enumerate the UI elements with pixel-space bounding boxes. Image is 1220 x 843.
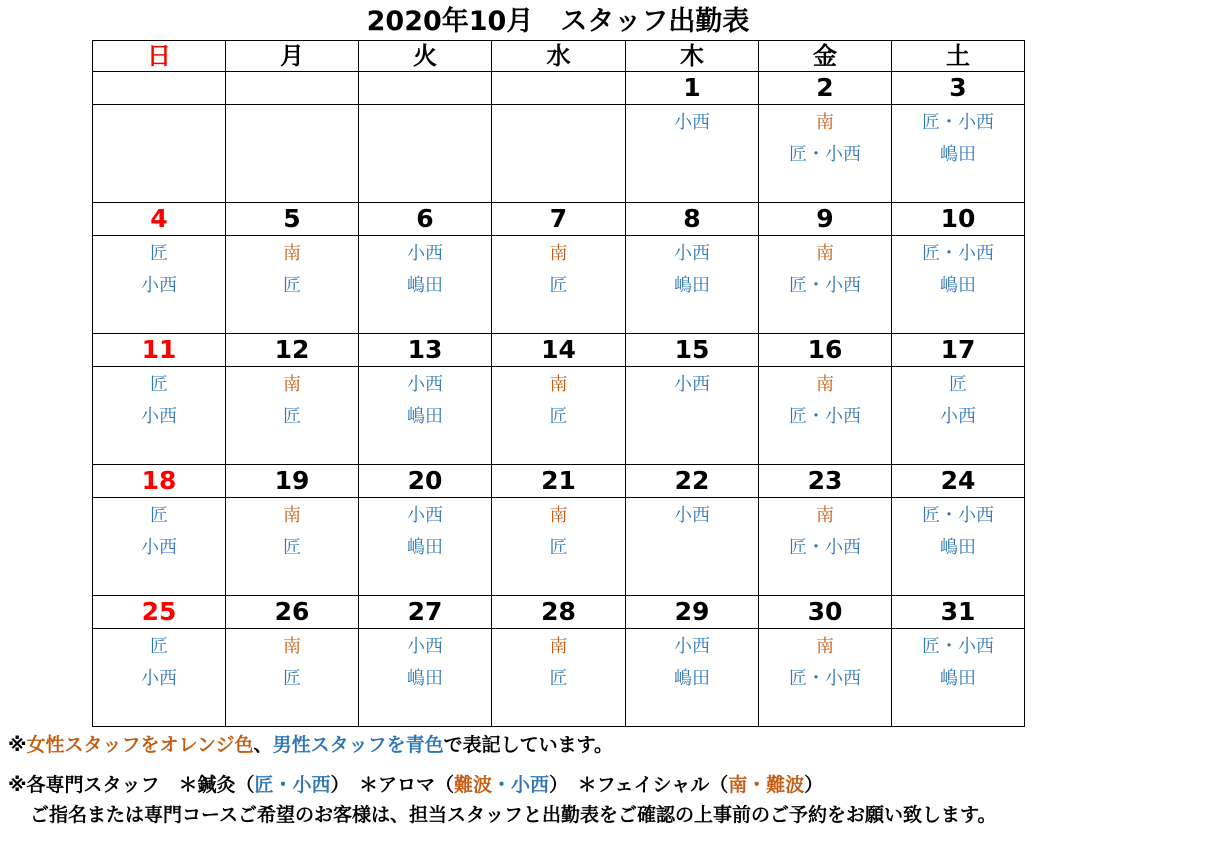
staff-cell <box>626 105 759 203</box>
date-row <box>93 334 1025 367</box>
date-cell: 3 <box>892 72 1025 105</box>
staff-name: 嶋田 <box>940 668 976 689</box>
staff-name: 南 <box>549 243 568 264</box>
notes <box>8 730 1213 830</box>
date-cell <box>359 72 492 105</box>
weekday-header: 土 <box>892 41 1025 72</box>
staff-cell <box>226 236 359 334</box>
male-color-label: 男性スタッフを青色 <box>272 734 444 756</box>
staff-cell <box>759 629 892 727</box>
staff-cell <box>359 629 492 727</box>
staff-cell <box>359 236 492 334</box>
date-cell: 2 <box>759 72 892 105</box>
female-color-label: 女性スタッフをオレンジ色 <box>26 734 254 756</box>
date-cell: 9 <box>759 203 892 236</box>
aroma-separator: ・ <box>492 774 512 796</box>
color-legend-note <box>8 730 1213 760</box>
date-cell: 23 <box>759 465 892 498</box>
staff-name: 小西 <box>674 636 710 657</box>
staff-name: 匠・小西 <box>922 505 994 526</box>
staff-cell <box>93 498 226 596</box>
staff-name: 匠・小西 <box>789 668 861 689</box>
date-cell: 1 <box>626 72 759 105</box>
staff-name: 南 <box>283 505 301 526</box>
staff-name: 匠 <box>549 406 568 427</box>
date-cell: 5 <box>226 203 359 236</box>
date-cell: 11 <box>93 334 226 367</box>
staff-name: 嶋田 <box>940 144 976 165</box>
staff-name: 匠・小西 <box>789 406 861 427</box>
staff-name: 南 <box>816 243 834 264</box>
date-cell: 25 <box>93 596 226 629</box>
staff-cell <box>93 236 226 334</box>
staff-name: 匠 <box>549 668 568 689</box>
staff-cell <box>892 236 1025 334</box>
date-cell: 7 <box>492 203 626 236</box>
date-cell: 22 <box>626 465 759 498</box>
note-separator: 、 <box>253 734 273 756</box>
schedule-title: 2020年10月 スタッフ出勤表 <box>366 6 750 37</box>
staff-row <box>93 367 1025 465</box>
staff-name: 嶋田 <box>407 668 443 689</box>
staff-name: 嶋田 <box>940 275 976 296</box>
staff-name: 南 <box>816 112 834 133</box>
date-cell: 17 <box>892 334 1025 367</box>
reservation-note: ご指名または専門コースご希望のお客様は、担当スタッフと出勤表をご確認の上事前のご予約をお願い致します。 <box>30 804 997 826</box>
weekday-header: 月 <box>226 41 359 72</box>
staff-cell <box>359 498 492 596</box>
staff-cell <box>93 629 226 727</box>
staff-cell <box>93 105 226 203</box>
aroma-female-staff: 難波 <box>454 774 493 796</box>
staff-name: 南 <box>549 505 568 526</box>
date-cell: 24 <box>892 465 1025 498</box>
staff-row <box>93 105 1025 203</box>
staff-name: 匠 <box>150 505 168 526</box>
weekday-header-row <box>93 41 1025 72</box>
weekday-header: 金 <box>759 41 892 72</box>
staff-name: 小西 <box>141 275 177 296</box>
date-cell: 29 <box>626 596 759 629</box>
staff-name: 南 <box>816 505 834 526</box>
staff-name: 南 <box>549 636 568 657</box>
staff-cell <box>359 105 492 203</box>
weekday-header: 日 <box>93 41 226 72</box>
staff-cell <box>93 367 226 465</box>
staff-name: 嶋田 <box>940 537 976 558</box>
staff-row <box>93 629 1025 727</box>
date-cell <box>226 72 359 105</box>
aroma-label: ） ＊アロマ（ <box>330 774 455 796</box>
date-cell: 4 <box>93 203 226 236</box>
date-cell: 28 <box>492 596 626 629</box>
date-row <box>93 72 1025 105</box>
date-row <box>93 203 1025 236</box>
specialist-prefix: ※各専門スタッフ ＊鍼灸（ <box>8 774 255 796</box>
staff-cell <box>226 629 359 727</box>
weekday-header: 水 <box>492 41 626 72</box>
staff-name: 小西 <box>141 537 177 558</box>
staff-name: 南 <box>816 636 834 657</box>
date-cell: 31 <box>892 596 1025 629</box>
staff-cell <box>492 105 626 203</box>
date-row <box>93 465 1025 498</box>
staff-name: 小西 <box>674 243 710 264</box>
staff-cell <box>759 105 892 203</box>
date-cell: 27 <box>359 596 492 629</box>
note-mark: ※ <box>8 734 27 756</box>
staff-name: 小西 <box>407 636 443 657</box>
date-cell: 16 <box>759 334 892 367</box>
date-row <box>93 596 1025 629</box>
staff-cell <box>626 498 759 596</box>
date-cell <box>492 72 626 105</box>
staff-name: 匠 <box>283 537 301 558</box>
staff-cell <box>759 498 892 596</box>
staff-cell <box>492 498 626 596</box>
staff-name: 嶋田 <box>674 275 710 296</box>
note-suffix: で表記しています。 <box>443 734 614 756</box>
staff-calendar <box>92 40 1025 727</box>
staff-name: 嶋田 <box>407 537 443 558</box>
staff-name: 匠・小西 <box>922 636 994 657</box>
staff-cell <box>226 498 359 596</box>
staff-name: 匠 <box>150 636 168 657</box>
date-cell: 13 <box>359 334 492 367</box>
staff-name: 匠・小西 <box>789 275 861 296</box>
date-cell: 15 <box>626 334 759 367</box>
staff-name: 匠 <box>283 275 301 296</box>
staff-name: 南 <box>283 636 301 657</box>
date-cell <box>93 72 226 105</box>
date-cell: 8 <box>626 203 759 236</box>
weekday-header: 火 <box>359 41 492 72</box>
facial-staff: 南・難波 <box>728 774 805 796</box>
staff-name: 匠・小西 <box>922 243 994 264</box>
staff-name: 小西 <box>674 505 710 526</box>
staff-name: 小西 <box>407 243 443 264</box>
staff-name: 匠 <box>150 374 168 395</box>
staff-name: 匠 <box>549 275 568 296</box>
staff-cell <box>892 105 1025 203</box>
date-cell: 18 <box>93 465 226 498</box>
acupuncture-staff: 匠・小西 <box>254 774 331 796</box>
staff-name: 匠 <box>949 374 967 395</box>
staff-name: 南 <box>283 243 301 264</box>
date-cell: 19 <box>226 465 359 498</box>
date-cell: 26 <box>226 596 359 629</box>
staff-name: 小西 <box>407 505 443 526</box>
staff-cell <box>626 367 759 465</box>
staff-cell <box>226 367 359 465</box>
date-cell: 6 <box>359 203 492 236</box>
date-cell: 20 <box>359 465 492 498</box>
staff-cell <box>492 367 626 465</box>
date-cell: 30 <box>759 596 892 629</box>
staff-name: 小西 <box>940 406 976 427</box>
staff-row <box>93 498 1025 596</box>
staff-cell <box>626 629 759 727</box>
calendar-body <box>93 41 1025 727</box>
staff-name: 匠 <box>283 668 301 689</box>
staff-name: 匠 <box>283 406 301 427</box>
staff-cell <box>892 629 1025 727</box>
staff-cell <box>892 498 1025 596</box>
weekday-header: 木 <box>626 41 759 72</box>
staff-cell <box>359 367 492 465</box>
staff-name: 匠・小西 <box>922 112 994 133</box>
date-cell: 10 <box>892 203 1025 236</box>
staff-cell <box>759 236 892 334</box>
staff-name: 匠 <box>549 537 568 558</box>
staff-name: 匠 <box>150 243 168 264</box>
date-cell: 21 <box>492 465 626 498</box>
date-cell: 12 <box>226 334 359 367</box>
staff-cell <box>892 367 1025 465</box>
aroma-male-staff: 小西 <box>511 774 550 796</box>
staff-name: 小西 <box>674 374 710 395</box>
staff-cell <box>492 236 626 334</box>
staff-row <box>93 236 1025 334</box>
specialist-note <box>8 770 1213 800</box>
staff-name: 小西 <box>674 112 710 133</box>
staff-name: 匠・小西 <box>789 144 861 165</box>
facial-label: ） ＊フェイシャル（ <box>549 774 729 796</box>
staff-cell <box>226 105 359 203</box>
specialist-suffix: ） <box>804 774 824 796</box>
staff-name: 南 <box>816 374 834 395</box>
staff-name: 嶋田 <box>674 668 710 689</box>
staff-cell <box>626 236 759 334</box>
staff-name: 小西 <box>141 406 177 427</box>
staff-name: 南 <box>549 374 568 395</box>
staff-name: 匠・小西 <box>789 537 861 558</box>
staff-name: 嶋田 <box>407 406 443 427</box>
date-cell: 14 <box>492 334 626 367</box>
staff-name: 小西 <box>141 668 177 689</box>
staff-name: 小西 <box>407 374 443 395</box>
staff-name: 嶋田 <box>407 275 443 296</box>
staff-cell <box>759 367 892 465</box>
staff-name: 南 <box>283 374 301 395</box>
staff-cell <box>492 629 626 727</box>
